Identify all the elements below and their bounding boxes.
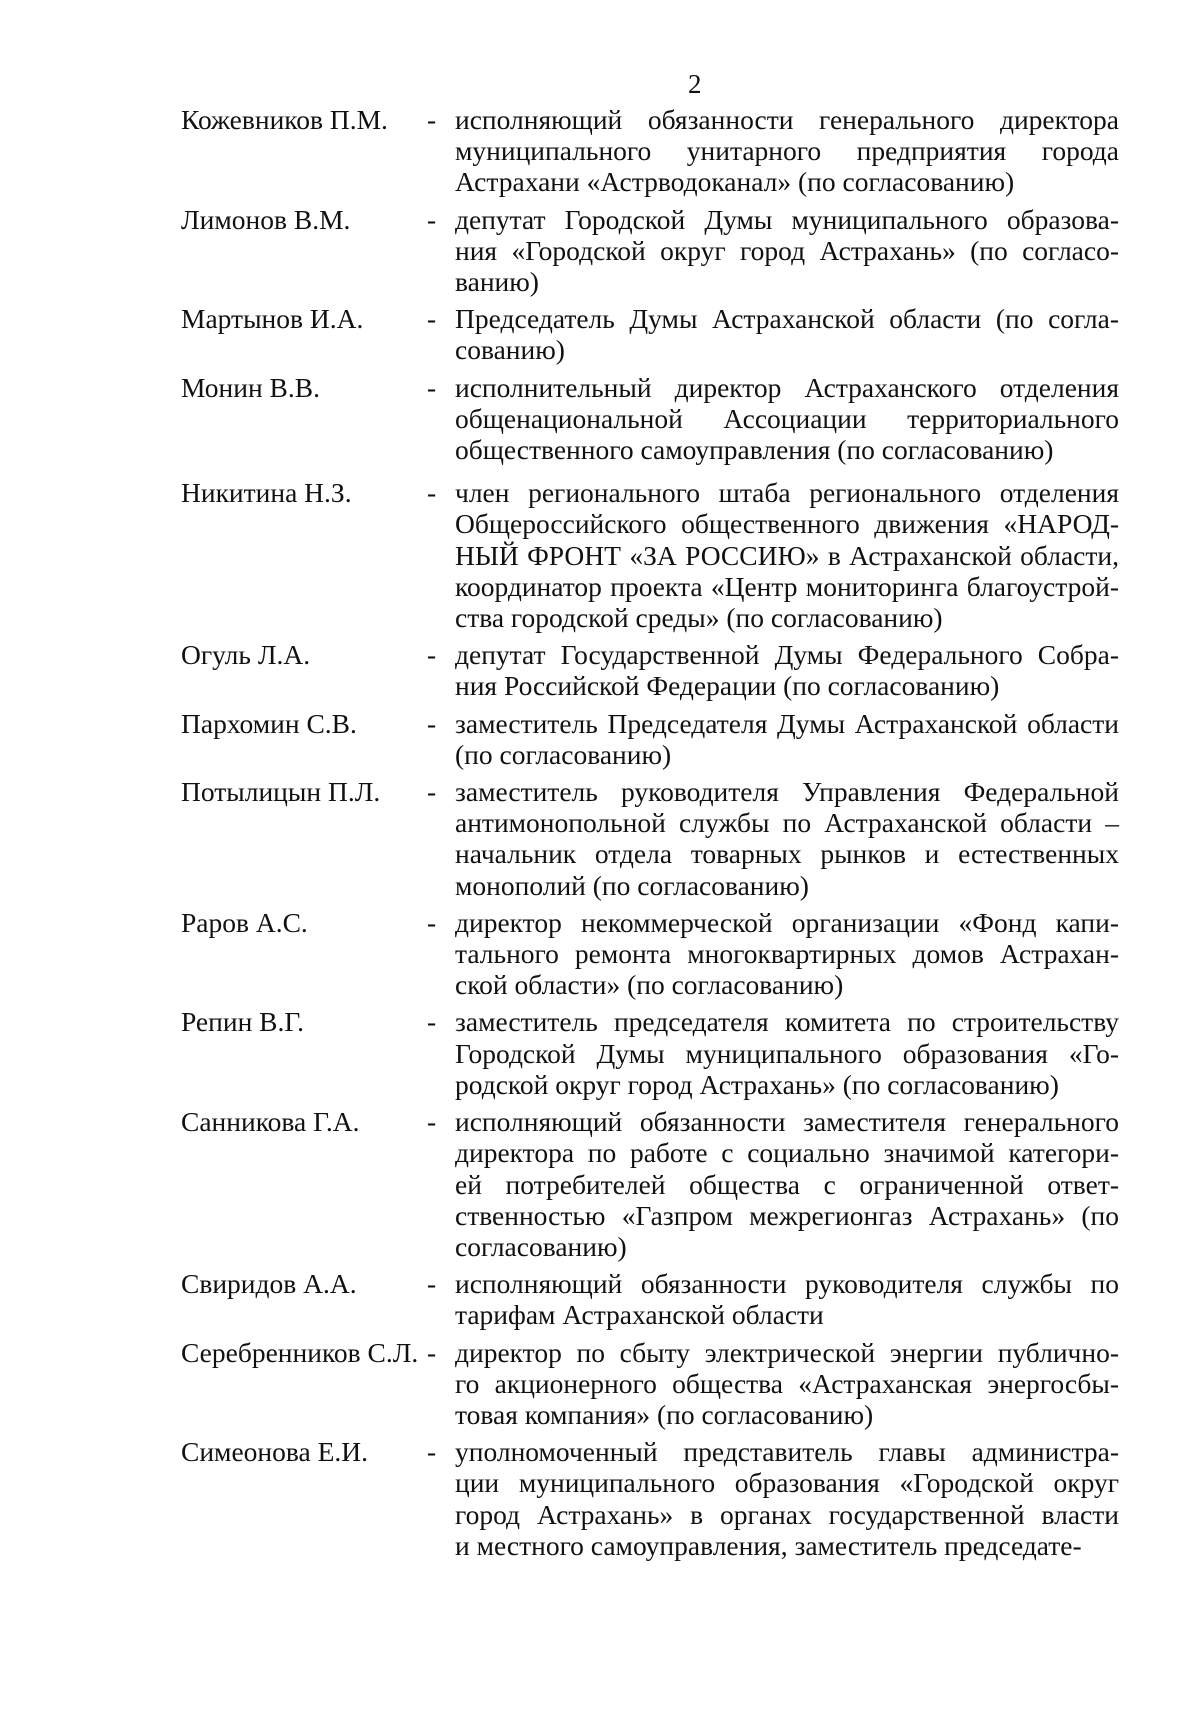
position-line: го акционерного общества «Астраханская энергосбы- xyxy=(455,1367,1119,1399)
position-line: начальник отдела товарных рынков и естественных xyxy=(455,838,1119,870)
entry-dash: - xyxy=(427,1268,437,1300)
position-line: сованию) xyxy=(455,334,565,366)
entry-dash: - xyxy=(427,906,437,938)
member-entry xyxy=(0,1106,1200,1262)
member-entry xyxy=(0,1436,1200,1561)
member-position xyxy=(455,1106,1119,1262)
position-line: Общероссийского общественного движения «НАРОД- xyxy=(455,508,1119,540)
entry-dash: - xyxy=(427,1436,437,1468)
position-line: тального ремонта многоквартирных домов Астрахан- xyxy=(455,938,1119,970)
position-line: тарифам Астраханской области xyxy=(455,1299,824,1331)
member-position xyxy=(455,639,1119,701)
member-name: Серебренников С.Л. xyxy=(181,1336,419,1368)
position-line: член регионального штаба регионального отделения xyxy=(455,477,1119,509)
member-position xyxy=(455,1268,1119,1330)
member-position xyxy=(455,1436,1119,1561)
position-line: заместитель руководителя Управления Федеральной xyxy=(455,776,1119,808)
position-line: координатор проекта «Центр мониторинга благоустрой- xyxy=(455,570,1119,602)
position-line: родской округ город Астрахань» (по согласованию) xyxy=(455,1068,1059,1100)
position-line: ей потребителей общества с ограниченной ответ- xyxy=(455,1168,1119,1200)
member-position xyxy=(455,907,1119,1001)
member-position xyxy=(455,372,1119,466)
position-line: ния Российской Федерации (по согласованию) xyxy=(455,670,1000,702)
entry-dash: - xyxy=(427,1106,437,1138)
position-line: (по согласованию) xyxy=(455,738,672,770)
position-line: заместитель председателя комитета по строительству xyxy=(455,1006,1119,1038)
member-position xyxy=(455,1337,1119,1431)
member-entry xyxy=(0,776,1200,901)
member-name: Монин В.В. xyxy=(181,371,320,403)
member-name: Санникова Г.А. xyxy=(181,1106,360,1138)
position-line: муниципального унитарного предприятия города xyxy=(455,135,1119,167)
position-line: ния «Городской округ город Астрахань» (по согласо- xyxy=(455,234,1119,266)
position-line: общенациональной Ассоциации территориального xyxy=(455,402,1119,434)
member-name: Никитина Н.З. xyxy=(181,477,352,509)
member-entry xyxy=(0,708,1200,770)
member-entry xyxy=(0,1006,1200,1100)
member-entry xyxy=(0,1337,1200,1431)
page-number: 2 xyxy=(688,69,702,99)
member-name: Мартынов И.А. xyxy=(181,303,364,335)
member-entry xyxy=(0,1268,1200,1330)
position-line: товая компания» (по согласованию) xyxy=(455,1398,874,1430)
member-position xyxy=(455,477,1119,633)
entry-dash: - xyxy=(427,303,437,335)
position-line: директор некоммерческой организации «Фонд капи- xyxy=(455,906,1119,938)
member-name: Раров А.С. xyxy=(181,906,308,938)
position-line: Городской Думы муниципального образования «Го- xyxy=(455,1037,1119,1069)
position-line: директора по работе с социально значимой категори- xyxy=(455,1137,1119,1169)
member-position xyxy=(455,204,1119,298)
member-entry xyxy=(0,477,1200,633)
member-entry xyxy=(0,907,1200,1001)
position-line: город Астрахань» в органах государственной власти xyxy=(455,1498,1119,1530)
member-position xyxy=(455,776,1119,901)
entry-dash: - xyxy=(427,1336,437,1368)
position-line: монополий (по согласованию) xyxy=(455,869,809,901)
entry-dash: - xyxy=(427,477,437,509)
member-name: Лимонов В.М. xyxy=(181,203,351,235)
entry-dash: - xyxy=(427,707,437,739)
member-entry xyxy=(0,639,1200,701)
position-line: депутат Городской Думы муниципального образова- xyxy=(455,203,1119,235)
position-line: заместитель Председателя Думы Астраханской области xyxy=(455,707,1119,739)
position-line: ственностью «Газпром межрегионгаз Астрахань» (по xyxy=(455,1199,1119,1231)
position-line: исполнительный директор Астраханского отделения xyxy=(455,371,1119,403)
position-line: ской области» (по согласованию) xyxy=(455,969,844,1001)
member-name: Репин В.Г. xyxy=(181,1006,305,1038)
position-line: согласованию) xyxy=(455,1230,627,1262)
member-position xyxy=(455,1006,1119,1100)
member-name: Пархомин С.В. xyxy=(181,707,357,739)
entry-dash: - xyxy=(427,104,437,135)
entry-spacer xyxy=(0,465,1200,477)
position-line: общественного самоуправления (по согласованию) xyxy=(455,434,1054,466)
position-line: ства городской среды» (по согласованию) xyxy=(455,602,943,634)
member-entry xyxy=(0,372,1200,466)
position-line: НЫЙ ФРОНТ «ЗА РОССИЮ» в Астраханской области, xyxy=(455,539,1119,571)
entry-dash: - xyxy=(427,371,437,403)
position-line: Астрахани «Астрводоканал» (по согласованию) xyxy=(455,166,1015,198)
position-line: и местного самоуправления, заместитель председате- xyxy=(455,1529,1082,1561)
member-name: Симеонова Е.И. xyxy=(181,1436,368,1468)
position-line: депутат Государственной Думы Федерального Собра- xyxy=(455,639,1119,671)
position-line: Председатель Думы Астраханской области (по согла- xyxy=(455,303,1119,335)
member-entry xyxy=(0,204,1200,298)
member-entry xyxy=(0,303,1200,365)
position-line: ванию) xyxy=(455,266,539,298)
entry-dash: - xyxy=(427,1006,437,1038)
entry-dash: - xyxy=(427,203,437,235)
position-line: директор по сбыту электрической энергии публично- xyxy=(455,1336,1119,1368)
position-line: ции муниципального образования «Городской округ xyxy=(455,1467,1119,1499)
member-entry xyxy=(0,104,1200,198)
member-name: Потылицын П.Л. xyxy=(181,776,381,808)
position-line: уполномоченный представитель главы администра- xyxy=(455,1436,1119,1468)
member-name: Огуль Л.А. xyxy=(181,639,311,671)
entry-dash: - xyxy=(427,639,437,671)
member-position xyxy=(455,303,1119,365)
position-line: антимонопольной службы по Астраханской области – xyxy=(455,807,1119,839)
entry-dash: - xyxy=(427,776,437,808)
member-name: Свиридов А.А. xyxy=(181,1268,357,1300)
position-line: исполняющий обязанности заместителя генерального xyxy=(455,1106,1119,1138)
member-list xyxy=(0,104,1200,1561)
member-position xyxy=(455,104,1119,198)
position-line: исполняющий обязанности руководителя службы по xyxy=(455,1268,1119,1300)
member-position xyxy=(455,708,1119,770)
position-line: исполняющий обязанности генерального директора xyxy=(455,104,1119,135)
member-name: Кожевников П.М. xyxy=(181,104,388,135)
